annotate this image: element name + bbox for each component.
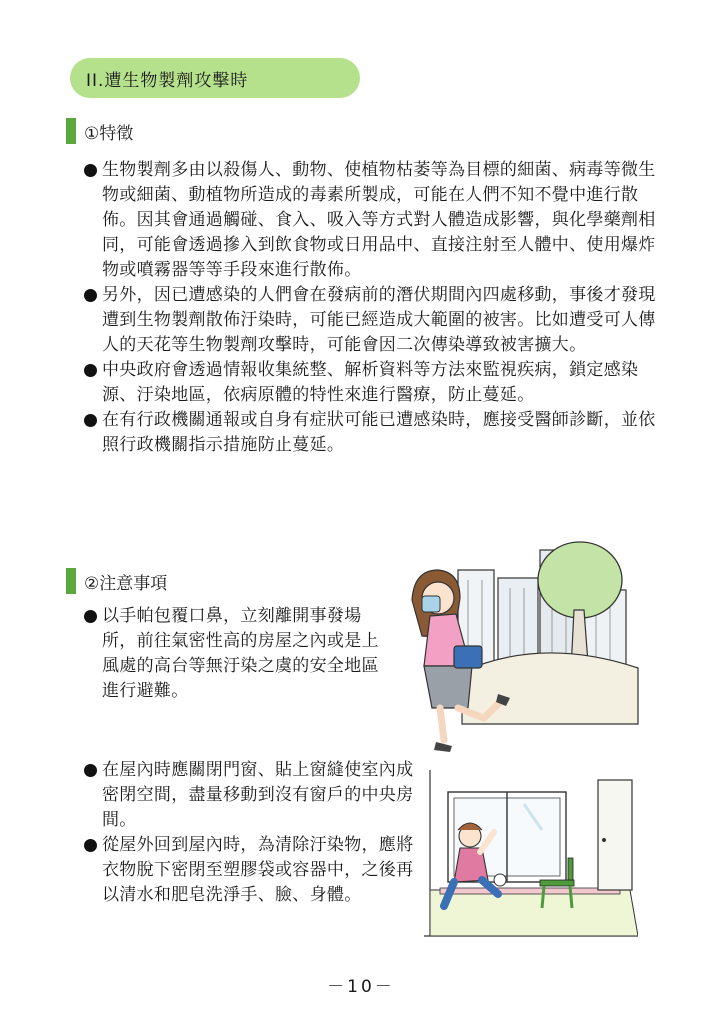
features-list: [84, 158, 662, 458]
section-title-pill: [70, 58, 360, 98]
girl-sealing-window-illustration: [424, 770, 638, 940]
bullet-icon: [84, 164, 97, 177]
bullet-icon: [84, 839, 97, 852]
list-item: 以手帕包覆口鼻，立刻離開事發場所，前往氣密性高的房屋之內或是上風處的高台等無汙染之虞的安全地區進行避難。: [84, 604, 386, 704]
woman-evacuating-illustration: [402, 540, 642, 762]
page-title: II.遭生物製劑攻擊時: [86, 70, 249, 91]
bullet-icon: [84, 289, 97, 302]
bullet-icon: [84, 414, 97, 427]
section-heading-features: [66, 118, 133, 144]
list-item: 中央政府會透過情報收集統整、解析資料等方法來監視疾病，鎖定感染源、汙染地區，依病原體的特性來進行醫療，防止蔓延。: [84, 358, 662, 408]
list-item: 在屋內時應關閉門窗、貼上窗縫使室內成密閉空間，盡量移動到沒有窗戶的中央房間。: [84, 758, 418, 833]
bullet-icon: [84, 764, 97, 777]
precautions-list-indoor: [84, 758, 418, 908]
list-item: 從屋外回到屋內時，為清除汙染物，應將衣物脫下密閉至塑膠袋或容器中，之後再以清水和肥皂洗淨手、臉、身體。: [84, 833, 418, 908]
section-bar-icon: [66, 118, 76, 144]
section-heading-text: ①特徵: [84, 123, 134, 144]
list-item: 在有行政機關通報或自身有症狀可能已遭感染時，應接受醫師診斷，並依照行政機關指示措施防止蔓延。: [84, 408, 662, 458]
precautions-list-outdoor: [84, 604, 386, 704]
bullet-icon: [84, 610, 97, 623]
section-bar-icon: [66, 568, 76, 594]
bullet-icon: [84, 364, 97, 377]
section-heading-text: ②注意事項: [84, 573, 168, 594]
page-number: －10－: [327, 977, 395, 997]
section-heading-precautions: [66, 568, 167, 594]
list-item: 另外，因已遭感染的人們會在發病前的潛伏期間內四處移動，事後才發現遭到生物製劑散佈汙染時，可能已經造成大範圍的被害。比如遭受可人傳人的天花等生物製劑攻擊時，可能會因二次傳染導致被害擴大。: [84, 283, 662, 358]
list-item: 生物製劑多由以殺傷人、動物、使植物枯萎等為目標的細菌、病毒等微生物或細菌、動植物所造成的毒素所製成，可能在人們不知不覺中進行散佈。因其會通過觸碰、食入、吸入等方式對人體造成影響，與化學藥劑相同，可能會透過摻入到飲食物或日用品中、直接注射至人體中、使用爆炸物或噴霧器等等手段來進行散佈。: [84, 158, 662, 283]
